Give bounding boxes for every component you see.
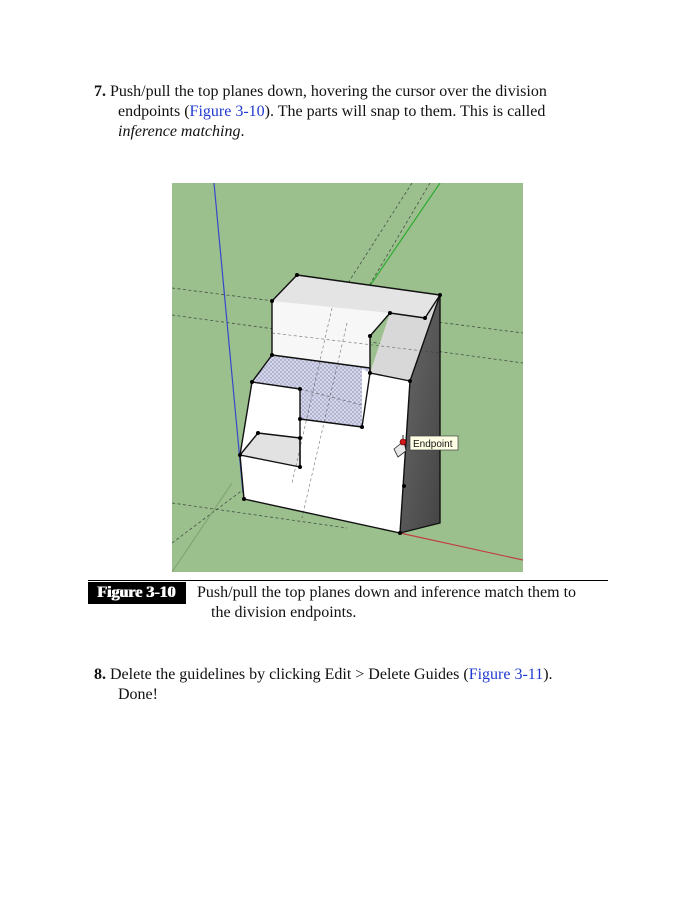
step-8-text-1b: ). [543, 666, 553, 683]
figure-label: Figure 3-10 [88, 582, 186, 604]
step-8-line-1 [94, 665, 654, 685]
step-7-line-1 [94, 82, 654, 102]
caption-line-1: Push/pull the top planes down and inference match them to [197, 584, 577, 601]
step-8-line-2: Done! [118, 686, 158, 703]
step-7-line-2 [94, 102, 654, 122]
step-7-text-2b: ). The parts will snap to them. This is called [264, 103, 546, 120]
figure-3-11-link[interactable]: Figure 3-11 [468, 666, 544, 683]
figure-caption [197, 583, 617, 623]
step-7-text-2a: endpoints ( [118, 103, 190, 120]
step-7-paragraph [94, 82, 654, 142]
step-7-text-3: . [240, 123, 245, 140]
figure-3-10-link[interactable]: Figure 3-10 [189, 103, 265, 120]
step-8-text-1a: Delete the guidelines by clicking Edit > Delete Guides ( [110, 666, 469, 683]
figure-3-10-image [172, 183, 523, 572]
step-7-number: 7. [94, 83, 106, 100]
step-8-paragraph [94, 665, 654, 705]
endpoint-tooltip-text: Endpoint [413, 439, 453, 450]
inference-matching-term: inference matching [118, 123, 241, 140]
caption-rule [88, 580, 608, 581]
step-8-number: 8. [94, 666, 106, 683]
caption-line-2: the division endpoints. [211, 604, 357, 621]
endpoint-tooltip [410, 436, 458, 450]
step-7-line-3 [94, 122, 654, 142]
step-7-text-1: Push/pull the top planes down, hovering the cursor over the division [110, 83, 547, 100]
